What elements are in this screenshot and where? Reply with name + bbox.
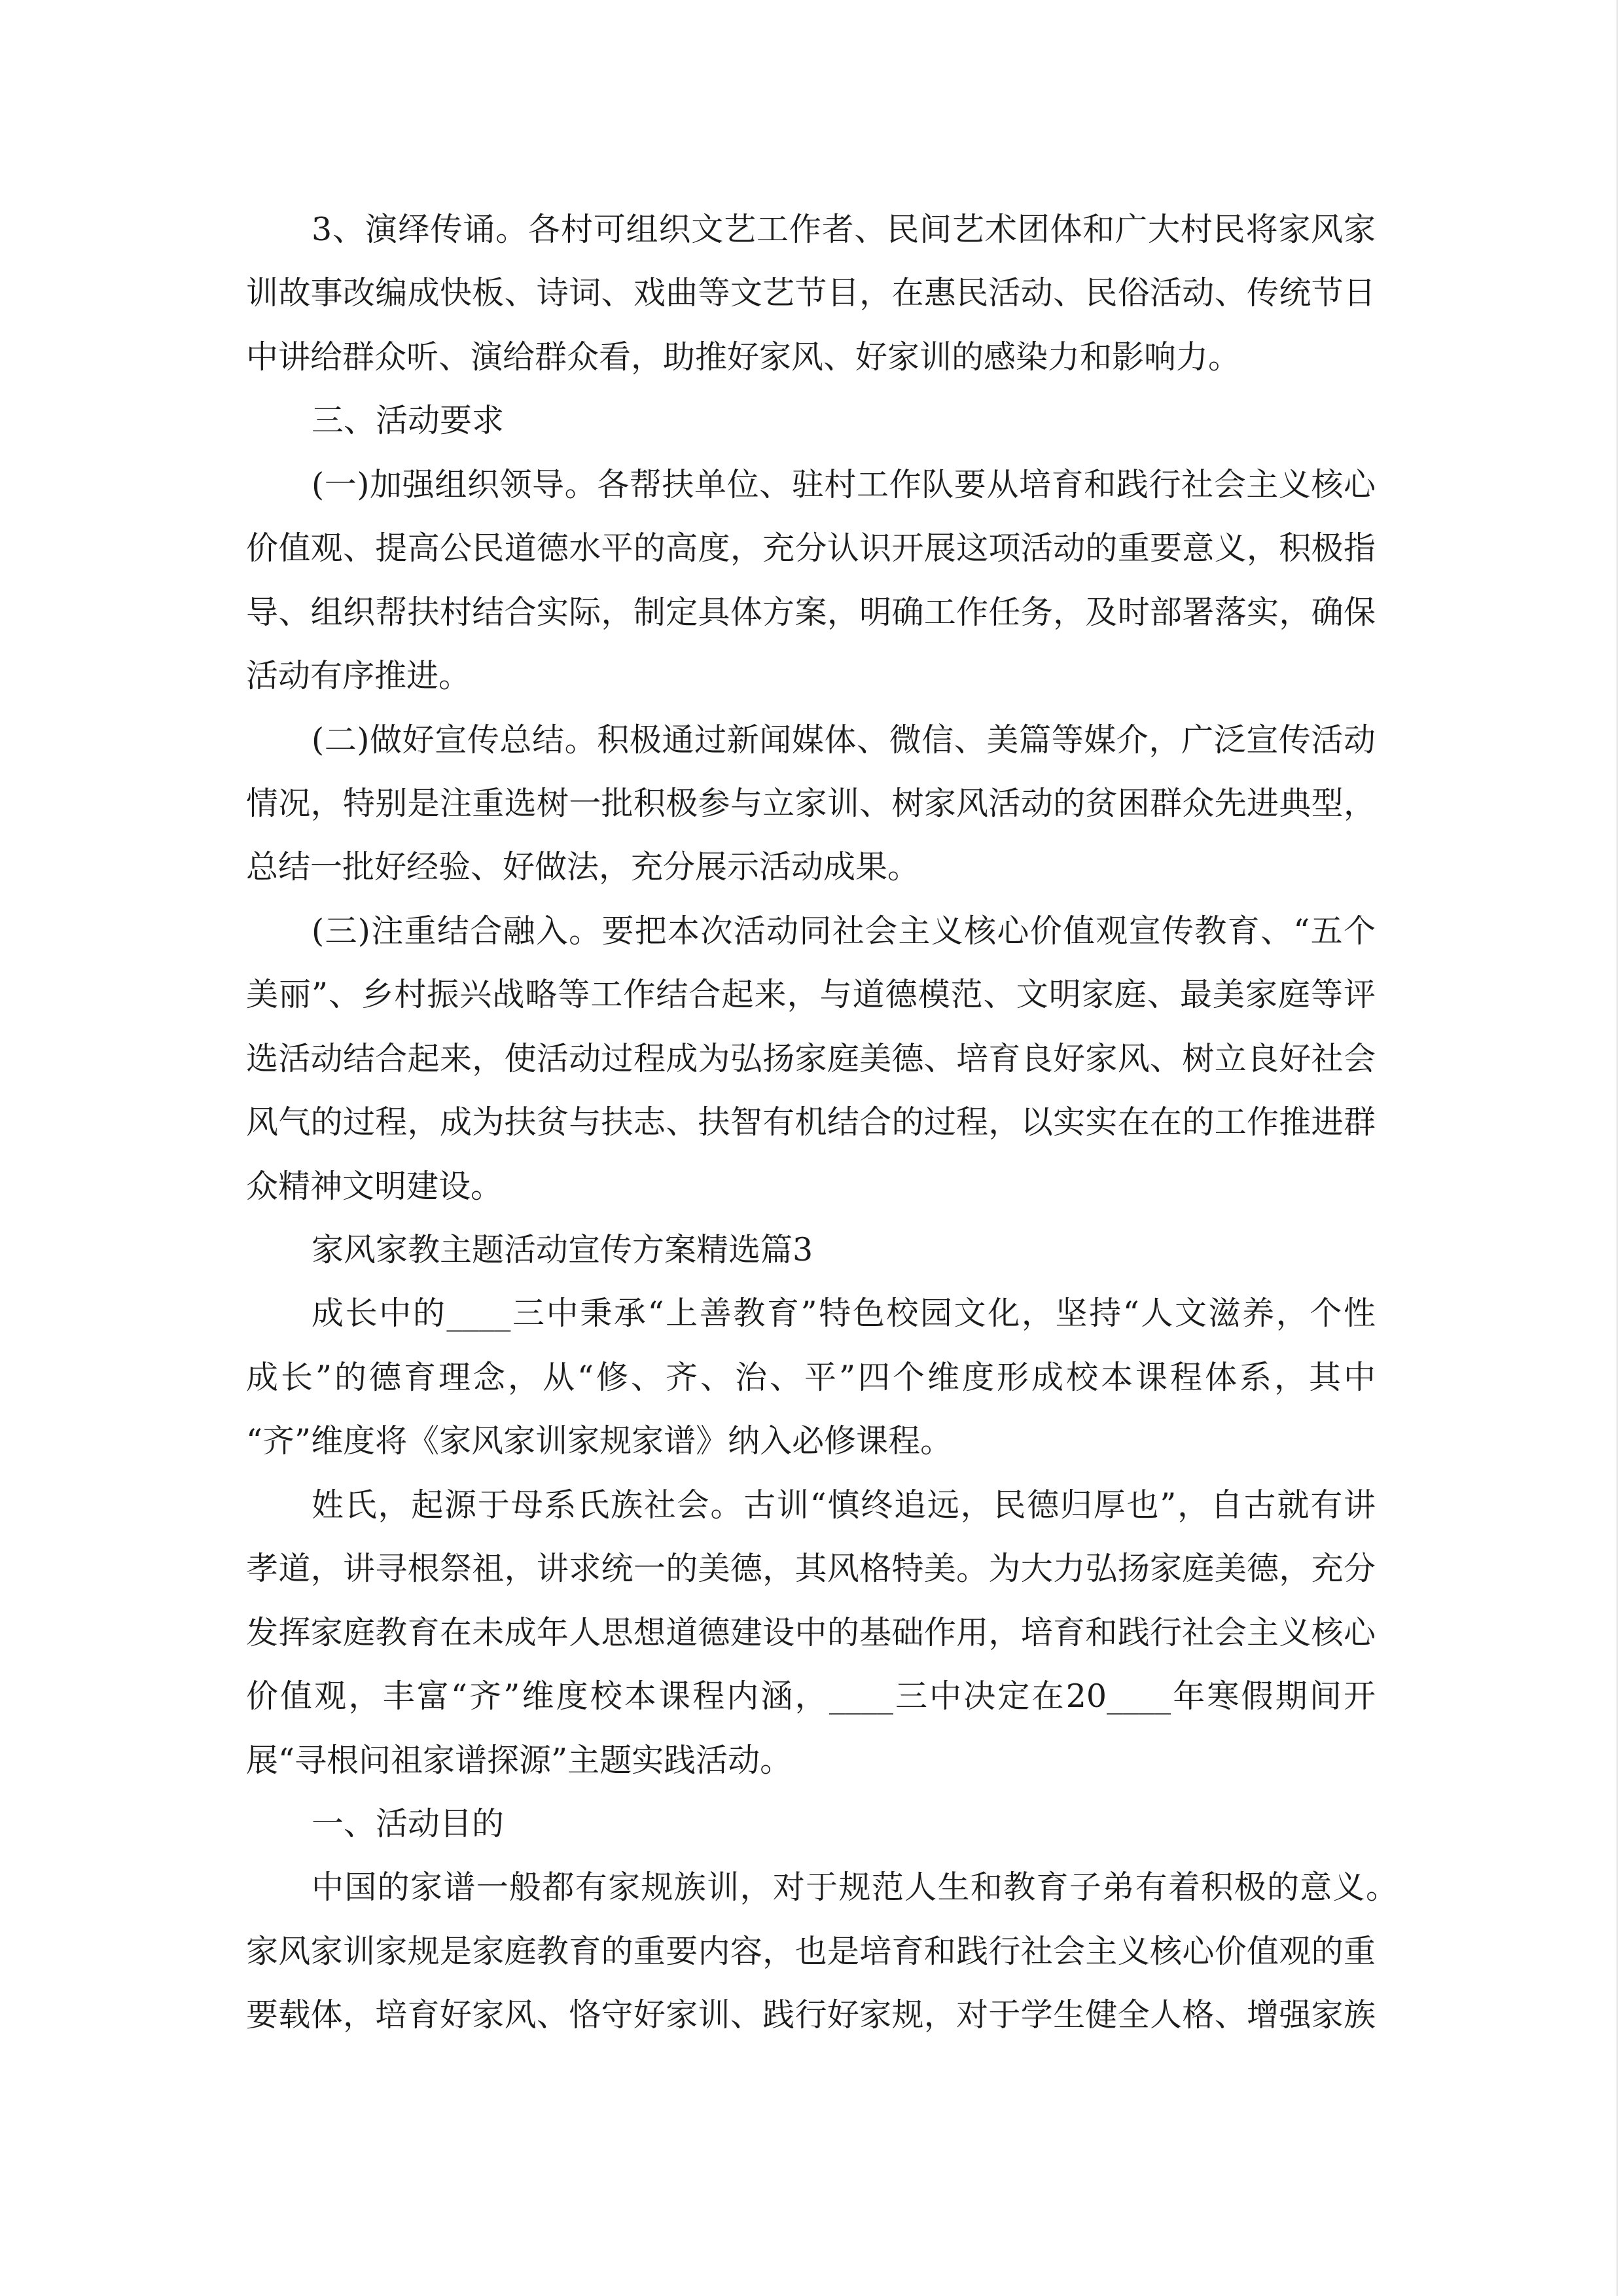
section-heading-activity-purpose	[246, 1792, 1376, 1856]
text-line: 风气的过程，成为扶贫与扶志、扶智有机结合的过程，以实实在在的工作推进群	[246, 1103, 1376, 1141]
text-line: (三)注重结合融入。要把本次活动同社会主义核心价值观宣传教育、“五个	[312, 912, 1376, 950]
text-line: 姓氏，起源于母系氏族社会。古训“慎终追远，民德归厚也”，自古就有讲	[312, 1486, 1376, 1524]
paragraph-requirement-2	[246, 708, 1376, 899]
text-line: 成长中的____三中秉承“上善教育”特色校园文化，坚持“人文滋养，个性	[312, 1295, 1376, 1333]
text-line: 发挥家庭教育在未成年人思想道德建设中的基础作用，培育和践行社会主义核心	[246, 1613, 1376, 1651]
paragraph-surname-origin	[246, 1473, 1376, 1792]
paragraph-family-genealogy	[246, 1856, 1398, 2047]
text-line: 展“寻根问祖家谱探源”主题实践活动。	[246, 1741, 793, 1779]
text-line: 价值观，丰富“齐”维度校本课程内涵，____三中决定在20____年寒假期间开	[246, 1677, 1376, 1715]
text-line: “齐”维度将《家风家训家规家谱》纳入必修课程。	[246, 1422, 953, 1460]
text-line: 中讲给群众听、演给群众看，助推好家风、好家训的感染力和影响力。	[246, 338, 1241, 376]
article-title: 家风家教主题活动宣传方案精选篇3	[312, 1231, 813, 1268]
text-line: 情况，特别是注重选树一批积极参与立家训、树家风活动的贫困群众先进典型，	[246, 784, 1376, 822]
document-body	[246, 198, 1398, 2047]
text-line: 总结一批好经验、好做法，充分展示活动成果。	[246, 848, 920, 886]
article-title-part-3	[246, 1218, 1376, 1282]
section-heading: 三、活动要求	[312, 402, 505, 440]
text-line: 中国的家谱一般都有家规族训，对于规范人生和教育子弟有着积极的意义。	[312, 1869, 1398, 1907]
text-line: 孝道，讲寻根祭祖，讲求统一的美德，其风格特美。为大力弘扬家庭美德，充分	[246, 1550, 1376, 1588]
text-line: 家风家训家规是家庭教育的重要内容，也是培育和践行社会主义核心价值观的重	[246, 1932, 1376, 1970]
text-line: (二)做好宣传总结。积极通过新闻媒体、微信、美篇等媒介，广泛宣传活动	[312, 721, 1376, 759]
scan-edge-divider	[1616, 0, 1618, 2296]
text-line: 众精神文明建设。	[246, 1167, 503, 1205]
text-line: 导、组织帮扶村结合实际，制定具体方案，明确工作任务，及时部署落实，确保	[246, 593, 1376, 631]
text-line: 活动有序推进。	[246, 657, 471, 695]
text-line: (一)加强组织领导。各帮扶单位、驻村工作队要从培育和践行社会主义核心	[312, 465, 1376, 503]
text-line: 成长”的德育理念，从“修、齐、治、平”四个维度形成校本课程体系，其中	[246, 1358, 1376, 1396]
paragraph-item-3-performance	[246, 198, 1376, 389]
paragraph-intro-school	[246, 1282, 1376, 1473]
section-heading-activity-requirements	[246, 389, 1376, 452]
text-line: 要载体，培育好家风、恪守好家训、践行好家规，对于学生健全人格、增强家族	[246, 1996, 1376, 2034]
text-line: 美丽”、乡村振兴战略等工作结合起来，与道德模范、文明家庭、最美家庭等评	[246, 976, 1376, 1014]
section-heading: 一、活动目的	[312, 1804, 505, 1842]
text-line: 选活动结合起来，使活动过程成为弘扬家庭美德、培育良好家风、树立良好社会	[246, 1039, 1376, 1077]
text-line: 价值观、提高公民道德水平的高度，充分认识开展这项活动的重要意义，积极指	[246, 529, 1376, 567]
paragraph-requirement-3	[246, 899, 1376, 1218]
paragraph-requirement-1	[246, 453, 1376, 708]
text-line: 训故事改编成快板、诗词、戏曲等文艺节目，在惠民活动、民俗活动、传统节日	[246, 274, 1376, 312]
text-line: 3、演绎传诵。各村可组织文艺工作者、民间艺术团体和广大村民将家风家	[312, 211, 1376, 248]
